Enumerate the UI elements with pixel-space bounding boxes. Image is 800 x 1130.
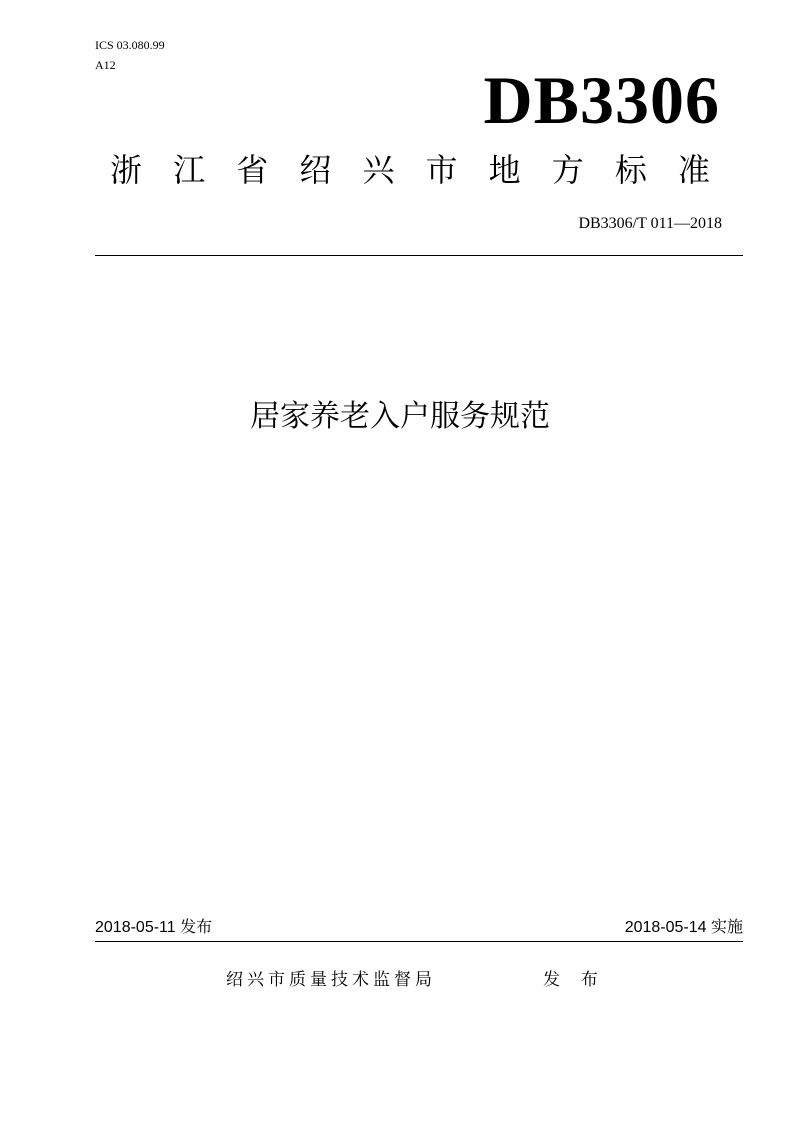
heading-char: 绍: [299, 152, 332, 188]
implement-date: 2018-05-14 实施: [624, 919, 743, 936]
heading-char: 省: [236, 152, 269, 188]
ics-code: ICS 03.080.99: [95, 38, 165, 52]
bottom-divider: [95, 941, 743, 942]
issue-label: 发 布: [543, 970, 606, 989]
standard-logo: DB3306: [483, 62, 720, 138]
top-divider: [95, 255, 743, 256]
classification-code: A12: [95, 58, 116, 72]
standard-number: DB3306/T 011—2018: [578, 215, 722, 232]
heading-char: 准: [677, 152, 710, 188]
heading-char: 地: [488, 152, 521, 188]
local-standard-heading: [110, 148, 710, 192]
issuing-authority: 绍兴市质量技术监督局: [226, 970, 436, 989]
publish-date: 2018-05-11 发布: [95, 919, 213, 936]
heading-char: 方: [551, 152, 584, 188]
document-title: 居家养老入户服务规范: [250, 400, 550, 433]
heading-char: 江: [173, 152, 206, 188]
heading-char: 浙: [110, 152, 143, 188]
heading-char: 标: [614, 152, 647, 188]
heading-char: 市: [425, 152, 458, 188]
heading-char: 兴: [362, 152, 395, 188]
